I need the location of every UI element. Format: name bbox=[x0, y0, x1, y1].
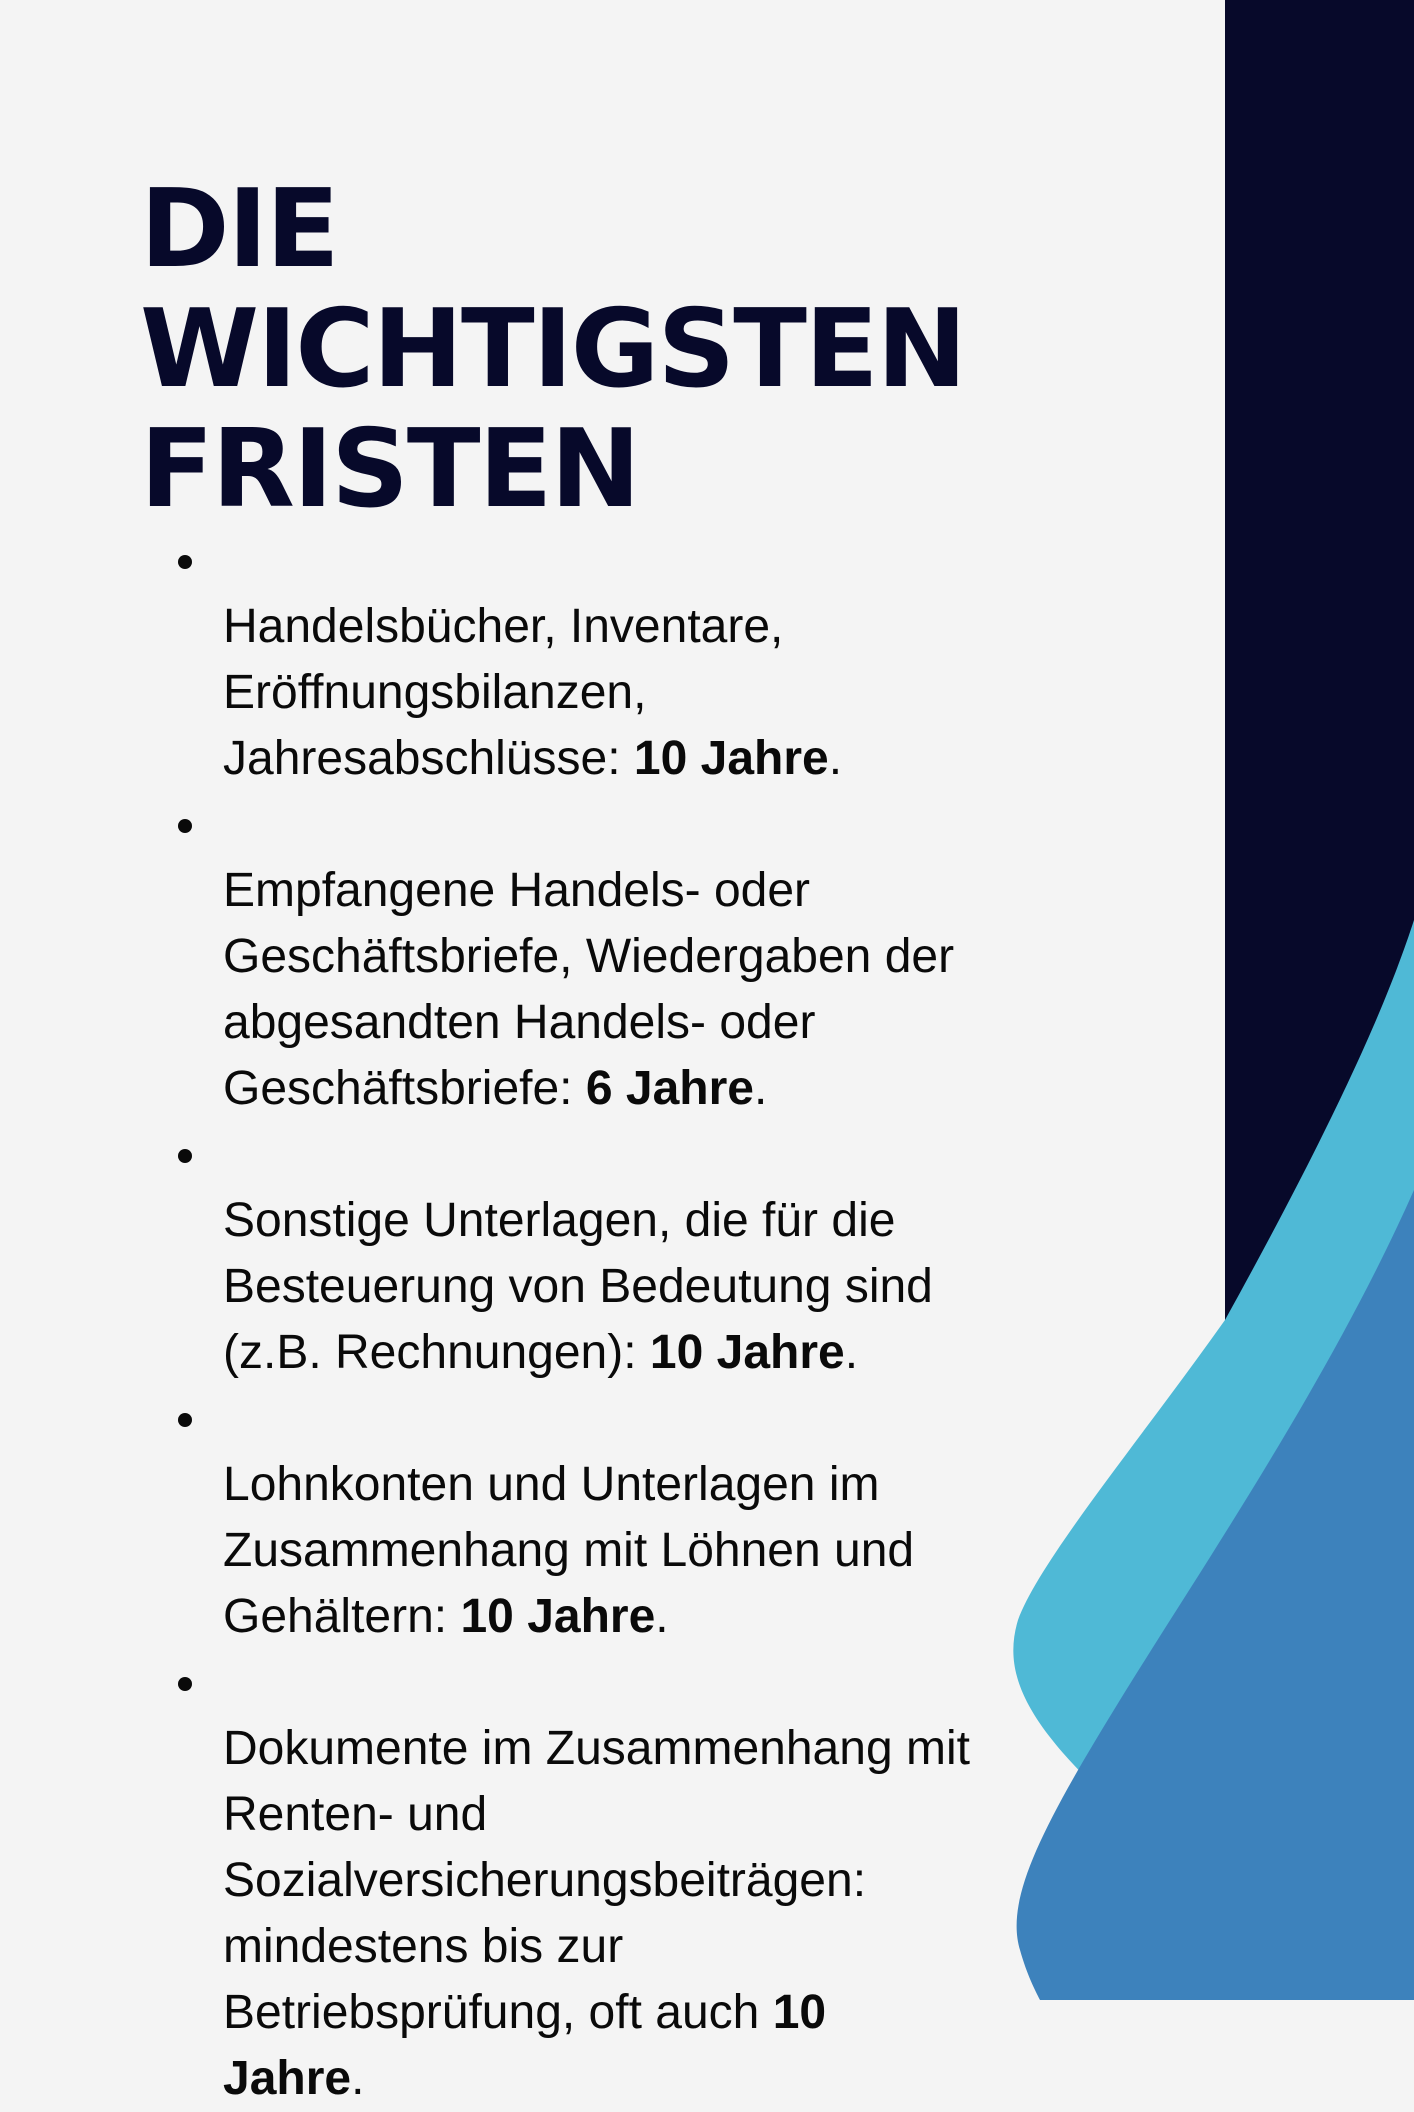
list-item bbox=[0, 528, 1023, 792]
item-text: Dokumente im Zusammenhang mit Renten- und Sozialversicherungsbeiträgen: mindestens bis zur Betriebsprüfung, oft auch bbox=[223, 1722, 970, 2039]
item-text: Lohnkonten und Unterlagen im Zusammenhang mit Löhnen und Gehältern: bbox=[223, 1458, 915, 1643]
item-end: . bbox=[844, 1326, 859, 1379]
bullet-icon bbox=[178, 819, 192, 833]
retention-periods-list bbox=[0, 528, 1023, 2112]
list-item bbox=[0, 1386, 1023, 1650]
item-end: . bbox=[828, 732, 843, 785]
page-title: DIE WICHTIGSTEN FRISTEN bbox=[140, 167, 966, 532]
bullet-icon bbox=[178, 1413, 192, 1427]
list-item bbox=[0, 1122, 1023, 1386]
list-item bbox=[0, 1650, 1023, 2112]
list-item bbox=[0, 792, 1023, 1122]
item-period: 10 Jahre bbox=[460, 1590, 656, 1643]
bullet-icon bbox=[178, 555, 192, 569]
item-text: Sonstige Unterlagen, die für die Besteuerung von Bedeutung sind (z.B. Rechnungen): bbox=[223, 1194, 933, 1379]
item-end: . bbox=[753, 1062, 768, 1115]
item-period: 6 Jahre bbox=[585, 1062, 754, 1115]
item-end: . bbox=[351, 2052, 365, 2105]
item-end: . bbox=[655, 1590, 669, 1643]
item-text: Handelsbücher, Inventare, Eröffnungsbilanzen, Jahresabschlüsse: bbox=[223, 600, 784, 785]
item-text: Empfangene Handels- oder Geschäftsbriefe, Wiedergaben der abgesandten Handels- oder Geschäftsbriefe: bbox=[223, 864, 955, 1115]
item-period: 10 Jahre bbox=[633, 732, 829, 785]
item-period: 10 Jahre bbox=[649, 1326, 845, 1379]
bullet-icon bbox=[178, 1149, 192, 1163]
item-period: 10 Jahre bbox=[223, 1986, 827, 2105]
bullet-icon bbox=[178, 1677, 192, 1691]
